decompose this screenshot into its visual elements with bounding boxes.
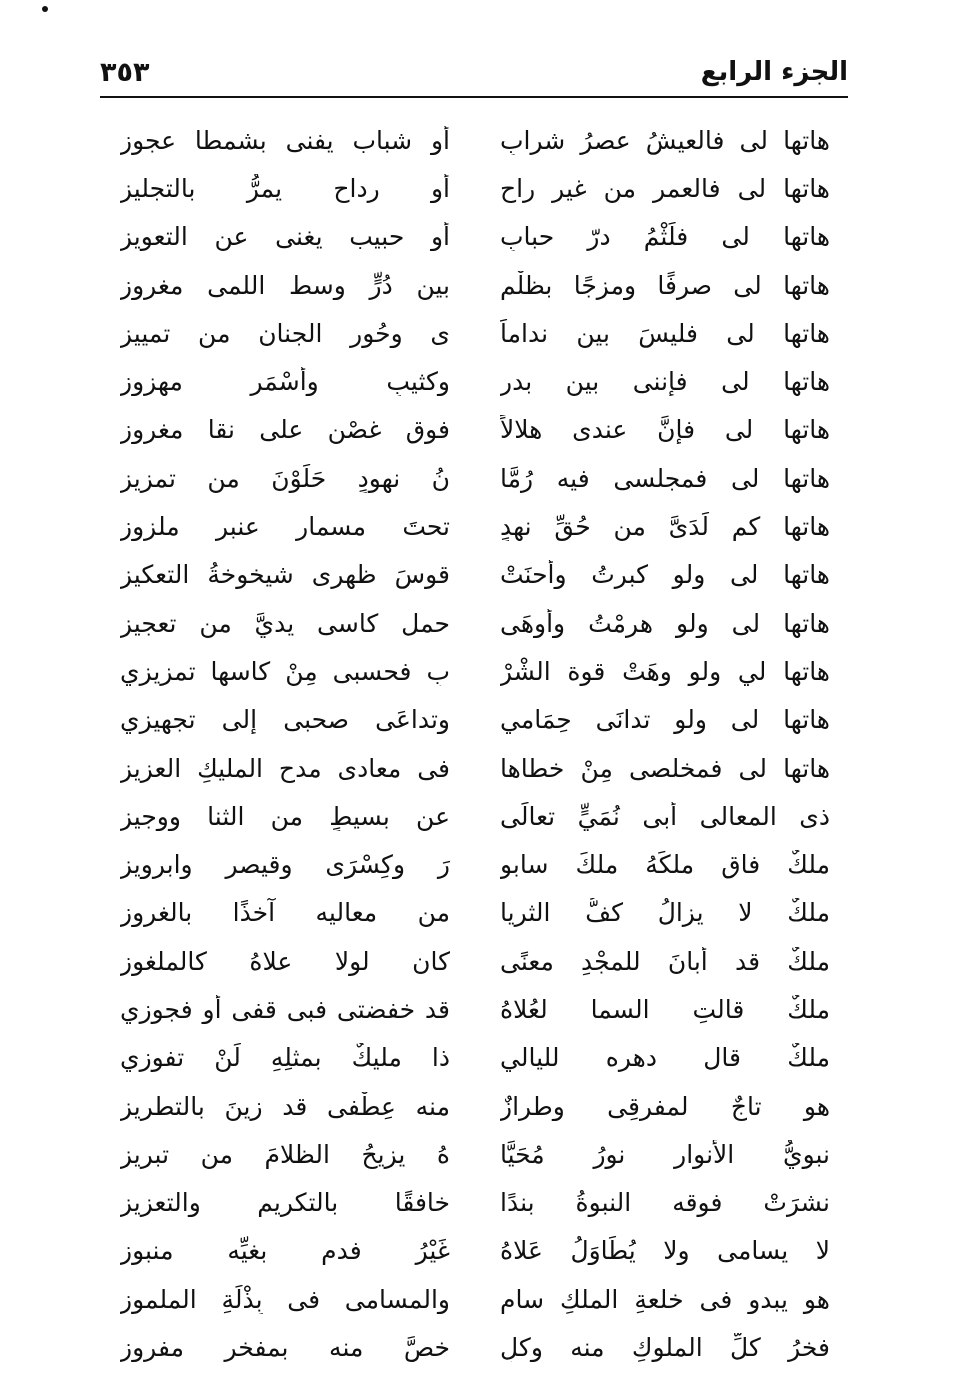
ink-speck: [42, 6, 48, 12]
first-hemistich: هاتها لى ولو تدانَى حِمَامي: [500, 705, 830, 735]
poem-body: [120, 116, 830, 1372]
second-hemistich: حمل كاسى يديَّ من تعجيزِ: [120, 608, 450, 638]
first-hemistich: ملكٌ فاق ملكَهُ ملكَ سابو: [500, 850, 830, 880]
second-hemistich: ذا مليكٌ بمثلِهِ لَنْ تفوزي: [120, 1043, 450, 1073]
first-hemistich: هو تاجٌ لمفرقِى وطرازٌ: [500, 1091, 830, 1121]
verse-line: [120, 309, 830, 357]
running-title: الجزء الرابع: [700, 57, 848, 87]
first-hemistich: هاتها كم لَدَىَّ من حُقِّ نهدٍ: [500, 512, 830, 542]
verse-line: [120, 985, 830, 1033]
verse-line: [120, 1275, 830, 1323]
second-hemistich: قد خفضتى فبى قفى أو فجوزي: [120, 994, 450, 1024]
verse-line: [120, 1227, 830, 1275]
verse-line: [120, 647, 830, 695]
first-hemistich: هاتها لى فلَثْمُ درّ حبابٍ: [500, 222, 830, 252]
verse-line: [120, 599, 830, 647]
page-header: [100, 50, 848, 94]
second-hemistich: تحتَ مسمارِ عنبرٍ ملزوزِ: [120, 512, 450, 542]
verse-line: [120, 551, 830, 599]
first-hemistich: هاتها لي ولو وهَتْ قوة الشْرْ: [500, 656, 830, 686]
verse-line: [120, 1082, 830, 1130]
second-hemistich: والمسامى فى بِذْلَةِ الملموزِ: [120, 1284, 450, 1314]
first-hemistich: هاتها لى فمجلسى فيه رُمَّا: [500, 463, 830, 493]
second-hemistich: عن بسيطٍ من الثنا ووجيزِ: [120, 801, 450, 831]
verse-line: [120, 454, 830, 502]
second-hemistich: أو حبيب يغنى عن التعويزِ: [120, 222, 450, 252]
second-hemistich: من معاليه آخذًا بالغروزِ: [120, 898, 450, 928]
first-hemistich: فخرُ كلِّ الملوكِ منه وكلٍ: [500, 1333, 830, 1363]
verse-line: [120, 1179, 830, 1227]
second-hemistich: وكثيبٍ وأسْمَرٍ مهزوزِ: [120, 367, 450, 397]
second-hemistich: بين دُرٍّ وسط اللمى مغروزِ: [120, 270, 450, 300]
first-hemistich: ذى المعالى أبى نُمَيٍّ تعالَى: [500, 801, 830, 831]
verse-line: [120, 696, 830, 744]
verse-line: [120, 261, 830, 309]
first-hemistich: ملكٌ قال دهره لليالي: [500, 1043, 830, 1073]
page-number: ٣٥٣: [100, 56, 150, 88]
second-hemistich: نُ نهودٍ حَلَوْنَ من تمزيزِ: [120, 463, 450, 493]
second-hemistich: خصَّ منه بمفخرٍ مفروزِ: [120, 1333, 450, 1363]
first-hemistich: هاتها لى فإننى بين بدرٍ: [500, 367, 830, 397]
verse-line: [120, 116, 830, 164]
first-hemistich: هاتها لى فالعمر من غير راحٍ: [500, 173, 830, 203]
verse-line: [120, 1034, 830, 1082]
header-rule: [100, 96, 848, 98]
second-hemistich: منه عِطْفى قد زينَ بالتطريزِ: [120, 1091, 450, 1121]
first-hemistich: هاتها لى ولو هرمْتُ وأوهَى: [500, 608, 830, 638]
first-hemistich: لا يسامى ولا يُطَاوَلُ عَلاهُ: [500, 1236, 830, 1266]
verse-line: [120, 213, 830, 261]
verse-line: [120, 744, 830, 792]
verse-line: [120, 840, 830, 888]
verse-line: [120, 937, 830, 985]
first-hemistich: هاتها لى صرفًا ومزجًا بظلْمٍ: [500, 270, 830, 300]
first-hemistich: هو يبدو فى خلعةِ الملكِ سامٍ: [500, 1284, 830, 1314]
verse-line: [120, 1130, 830, 1178]
verse-line: [120, 164, 830, 212]
verse-line: [120, 357, 830, 405]
first-hemistich: ملكٌ قالتِ السما لعُلاهُ: [500, 994, 830, 1024]
second-hemistich: فى معادى مدح المليكِ العزيزِ: [120, 753, 450, 783]
verse-line: [120, 406, 830, 454]
first-hemistich: هاتها لى ولو كبرتُ وأحنَتْ: [500, 560, 830, 590]
second-hemistich: كان لولا علاهُ كالملغوزِ: [120, 946, 450, 976]
first-hemistich: ملكٌ لا يزالُ كفُّ الثريا: [500, 898, 830, 928]
second-hemistich: وتداعَى صحبى إلى تجهيزي: [120, 705, 450, 735]
second-hemistich: أو شباب يفنى بشمطا عجوزِ: [120, 125, 450, 155]
second-hemistich: هُ يزيحُ الظلامَ من تبريزِ: [120, 1139, 450, 1169]
first-hemistich: هاتها لى فإنَّ عندى هلالاً: [500, 415, 830, 445]
verse-line: [120, 502, 830, 550]
second-hemistich: رَ وكِسْرَى وقيصرٍ وابرويزِ: [120, 850, 450, 880]
verse-line: [120, 792, 830, 840]
second-hemistich: غَيْرُ فدم بغيِّه منبوزِ: [120, 1236, 450, 1266]
first-hemistich: هاتها لى فمخلصى مِنْ خطاها: [500, 753, 830, 783]
first-hemistich: هاتها لى فالعيشُ عصرُ شرابٍ: [500, 125, 830, 155]
first-hemistich: هاتها لى فليسَ بين نداماً: [500, 318, 830, 348]
verse-line: [120, 889, 830, 937]
first-hemistich: نشرَتْ فوقه النبوةُ بندًا: [500, 1188, 830, 1218]
second-hemistich: ى وحُورِ الجنانِ من تمييزِ: [120, 318, 450, 348]
first-hemistich: ملكٌ قد أبانَ للمجْدِ معنًى: [500, 946, 830, 976]
verse-line: [120, 1323, 830, 1371]
second-hemistich: قوسَ ظهرى شيخوخةُ التعكيزِ: [120, 560, 450, 590]
second-hemistich: بِ فحسبى مِنْ كاسها تمزيزي: [120, 656, 450, 686]
first-hemistich: نبويُّ الأنوارِ نورُ مُحَيَّا: [500, 1139, 830, 1169]
second-hemistich: فوق غصْنٍ على نقا مغروزِ: [120, 415, 450, 445]
second-hemistich: خافقًا بالتكريم والتعزيزِ: [120, 1188, 450, 1218]
second-hemistich: أو رداح يمرُّ بالتجليزِ: [120, 173, 450, 203]
